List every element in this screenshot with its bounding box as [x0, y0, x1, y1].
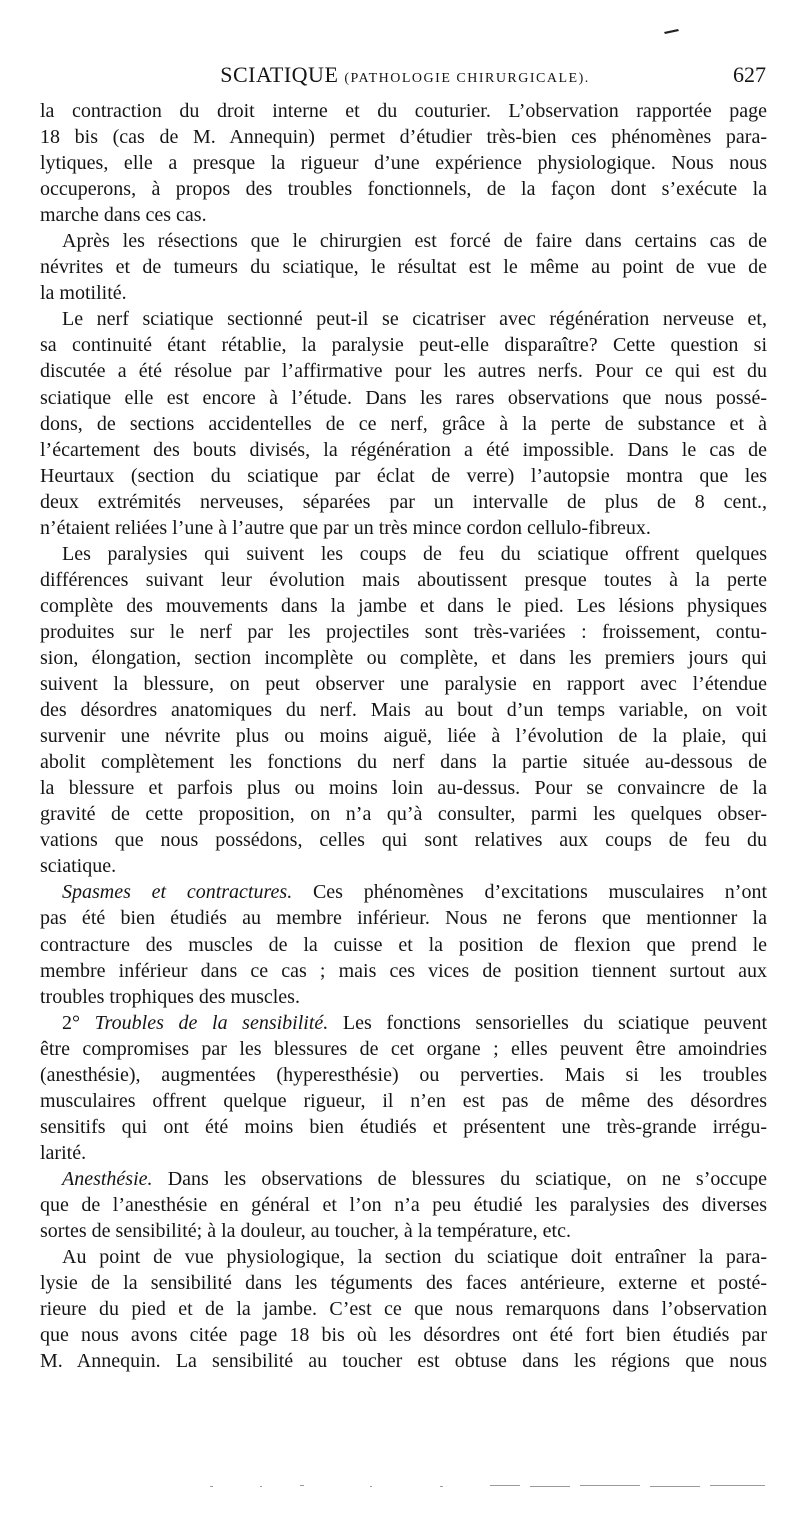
text-line: sortes de sensibilité; à la douleur, au toucher, à la température, etc. [40, 1220, 571, 1243]
text-run: Les fonctions sensorielles du sciatique peuvent [328, 1011, 767, 1034]
section-heading: Anesthésie. [62, 1167, 153, 1190]
section-number: 2° [62, 1011, 80, 1034]
text-line: lytiques, elle a presque la rigueur d’une expérience physiologique. Nous nous [40, 152, 767, 175]
text-line: complète des mouvements dans la jambe et dans le pied. Les lésions physiques [40, 594, 767, 617]
running-title-sub: (PATHOLOGIE CHIRURGICALE). [344, 71, 590, 86]
section-heading: Troubles de la sensibilité. [94, 1011, 329, 1034]
text-line: marche dans ces cas. [40, 204, 207, 227]
text-line: dons, de sections accidentelles de ce nerf, grâce à la perte de substance et à [40, 412, 767, 435]
text-line: 18 bis (cas de M. Annequin) permet d’étudier très-bien ces phénomènes para- [40, 126, 767, 149]
print-specks [200, 1480, 770, 1492]
text-line: Au point de vue physiologique, la section du sciatique doit entraîner la para- [62, 1246, 767, 1269]
text-line: pas été bien étudiés au membre inférieur. Nous ne ferons que mentionner la [40, 907, 767, 930]
text-run: Ces phénomènes d’excitations musculaires n’ont [292, 881, 767, 904]
paragraph-physiologique [40, 1244, 767, 1374]
text-line: discutée a été résolue par l’affirmative pour les autres nerfs. Pour ce qui est du [40, 360, 767, 383]
running-title-main: SCIATIQUE [220, 62, 345, 87]
paragraph-regeneration [40, 306, 767, 540]
text-line: sciatique. [40, 855, 117, 878]
text-line [40, 1010, 767, 1036]
text-line: musculaires offrent quelque rigueur, il n’en est pas de même des désordres [40, 1089, 767, 1112]
text-line: lysie de la sensibilité dans les téguments des faces antérieure, externe et posté- [40, 1272, 767, 1295]
text-line: sciatique elle est encore à l’étude. Dans les rares observations que nous possé- [40, 386, 767, 409]
text-line: la contraction du droit interne et du couturier. L’observation rapportée page [40, 100, 767, 122]
text-line: suivent la blessure, on peut observer une paralysie en rapport avec l’étendue [40, 673, 767, 696]
page-number: 627 [733, 62, 766, 87]
text-line: des désordres anatomiques du nerf. Mais au bout d’un temps variable, on voit [40, 699, 767, 722]
text-line: M. Annequin. La sensibilité au toucher est obtuse dans les régions que nous [40, 1350, 767, 1373]
paragraph-gunshot [40, 541, 767, 880]
text-line [40, 1166, 767, 1192]
text-line: la motilité. [40, 282, 127, 305]
text-line: vations que nous possédons, celles qui sont relatives aux coups de feu du [40, 829, 767, 852]
paragraph-sensibilite [40, 1010, 767, 1166]
text-run: Dans les observations de blessures du sciatique, on ne s’occupe [152, 1167, 767, 1190]
text-line: larité. [40, 1141, 87, 1164]
paragraph-contraction [40, 98, 767, 228]
text-line: Heurtaux (section du sciatique par éclat de verre) l’autopsie montra que les [40, 464, 767, 487]
paragraph-resections [40, 228, 767, 306]
text-line: sensitifs qui ont été moins bien étudiés et présentent une très-grande irrégu- [40, 1115, 767, 1138]
text-line: être compromises par les blessures de cet organe ; elles peuvent être amoindries [40, 1037, 767, 1060]
text-line: sion, élongation, section incomplète ou complète, et dans les premiers jours qui [40, 646, 767, 669]
paragraph-spasmes [40, 879, 767, 1009]
text-line: Les paralysies qui suivent les coups de feu du sciatique offrent quelques [62, 542, 767, 565]
text-line: n’étaient reliées l’une à l’autre que par un très mince cordon cellulo-fibreux. [40, 516, 651, 539]
text-line: la blessure et parfois plus ou moins loin au-dessus. Pour se convaincre de la [40, 777, 767, 800]
text-line: névrites et de tumeurs du sciatique, le résultat est le même au point de vue de [40, 256, 767, 279]
ink-mark [662, 20, 682, 40]
text-line [40, 879, 767, 905]
text-line: survenir une névrite plus ou moins aiguë, liée à l’évolution de la plaie, qui [40, 725, 767, 748]
text-body [40, 98, 767, 1374]
text-line: gravité de cette proposition, on n’a qu’à consulter, parmi les quelques obser- [40, 803, 767, 826]
text-line: que nous avons citée page 18 bis où les désordres ont été fort bien étudiés par [40, 1324, 767, 1347]
text-line: rieure du pied et de la jambe. C’est ce que nous remarquons dans l’observation [40, 1298, 767, 1321]
text-line: abolit complètement les fonctions du nerf dans la partie située au-dessous de [40, 751, 767, 774]
text-line: sa continuité étant rétablie, la paralysie peut-elle disparaître? Cette question si [40, 334, 767, 357]
text-line: Après les résections que le chirurgien est forcé de faire dans certains cas de [62, 230, 767, 253]
text-line: l’écartement des bouts divisés, la régénération a été impossible. Dans le cas de [40, 438, 767, 461]
text-line: troubles trophiques des muscles. [40, 985, 300, 1008]
text-line: deux extrémités nerveuses, séparées par un intervalle de plus de 8 cent., [40, 490, 767, 513]
running-head [40, 60, 770, 96]
text-line: contracture des muscles de la cuisse et la position de flexion que prend le [40, 933, 767, 956]
text-line: occuperons, à propos des troubles fonctionnels, de la façon dont s’exécute la [40, 178, 767, 201]
running-title [40, 62, 770, 88]
paragraph-anesthesie [40, 1166, 767, 1244]
text-line: différences suivant leur évolution mais aboutissent presque toutes à la perte [40, 568, 767, 591]
section-heading: Spasmes et contractures. [62, 881, 293, 904]
text-line: (anesthésie), augmentées (hyperesthésie) ou perverties. Mais si les troubles [40, 1063, 767, 1086]
text-line: que de l’anesthésie en général et l’on n’a peu étudié les paralysies des diverses [40, 1193, 767, 1216]
text-line: membre inférieur dans ce cas ; mais ces vices de position tiennent surtout aux [40, 959, 767, 982]
text-line: produites sur le nerf par les projectiles sont très-variées : froissement, contu- [40, 620, 767, 643]
text-line: Le nerf sciatique sectionné peut-il se cicatriser avec régénération nerveuse et, [62, 308, 767, 331]
